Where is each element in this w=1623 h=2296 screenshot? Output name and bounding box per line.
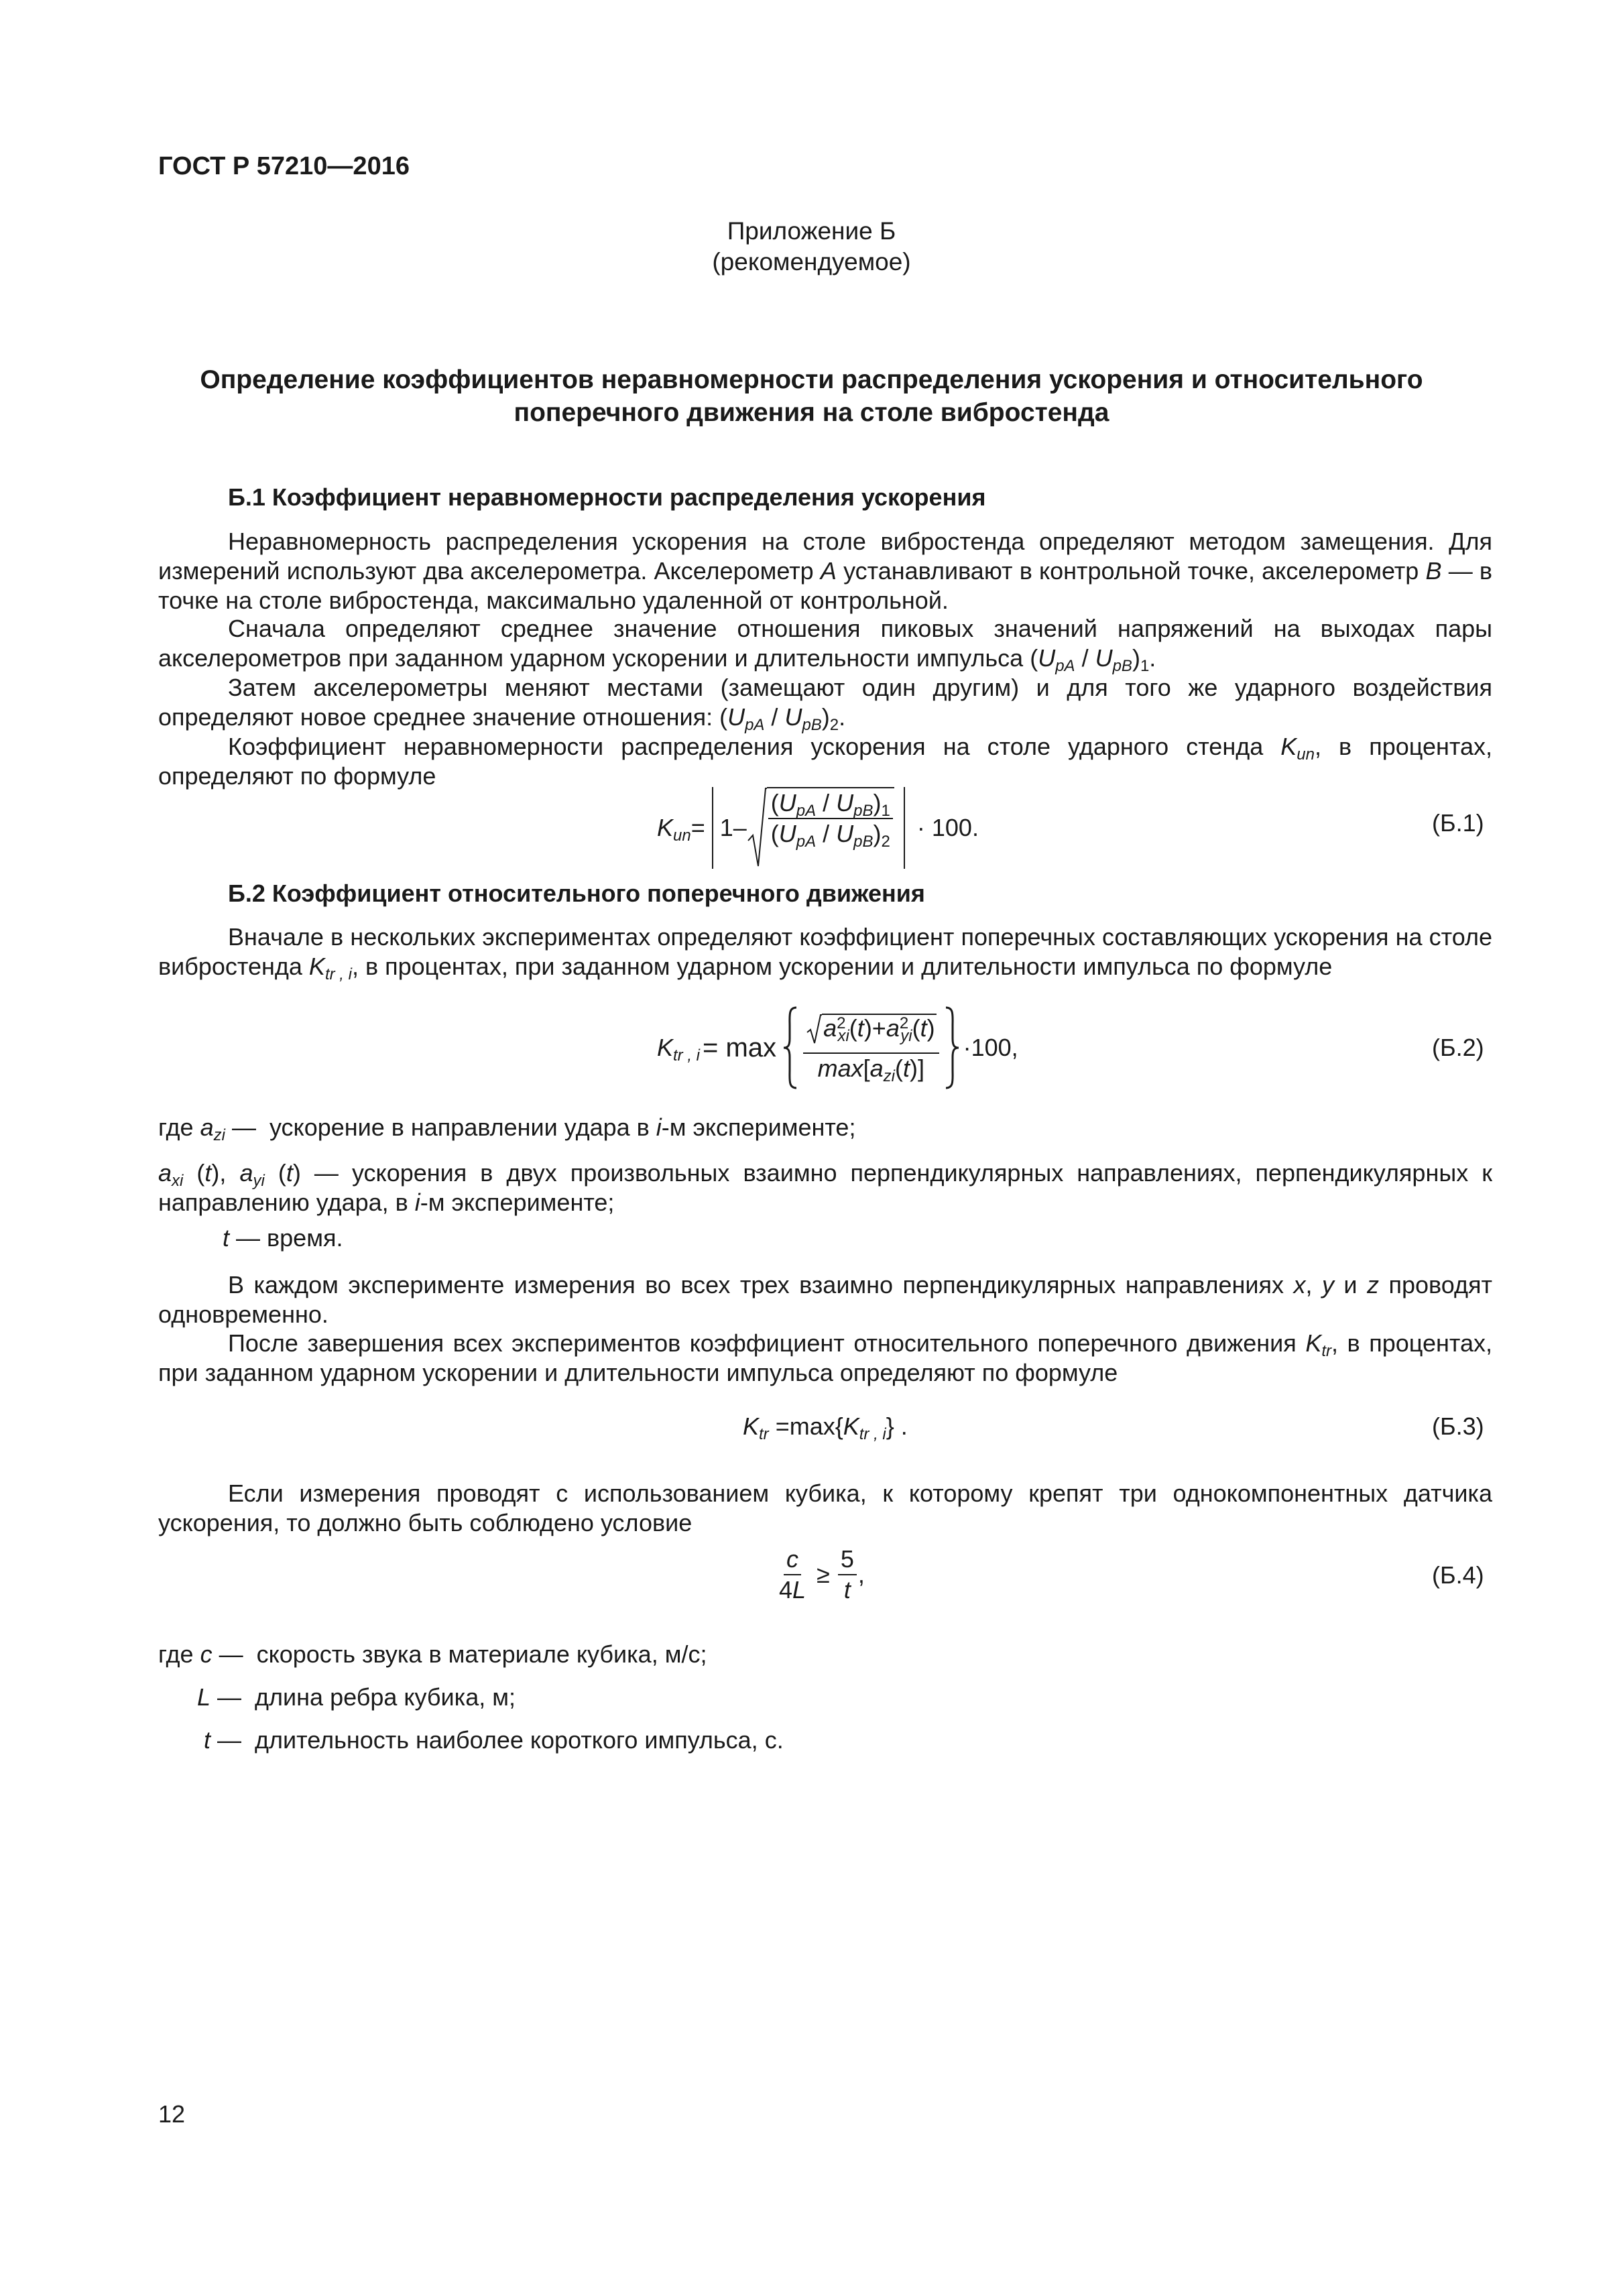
formula-b4-number: (Б.4)	[1432, 1561, 1484, 1589]
section-b1-paragraph-3: Затем акселерометры меняют местами (замещают один другим) и для того же ударного воздействия определяют новое среднее значение отношения: $(U_{pA} / U_{pB})_2$.	[158, 674, 1492, 734]
formula-b1: $K_{un}=$ 1– $\frac{(U_{pA} / U_{pB})_1}{(U_{pA} / U_{pB})_2}$ · 100.	[657, 784, 979, 871]
appendix-status: (рекомендуемое)	[712, 248, 911, 276]
formula-b3: $K_{tr} =\max\{K_{tr , i}\}$ .	[743, 1412, 908, 1443]
section-b1-paragraph-4: Коэффициент неравномерности распределения ускорения на столе ударного стенда $K_{un}$, в процентах, определяют по формуле	[158, 733, 1492, 790]
formula-b3-number: (Б.3)	[1432, 1412, 1484, 1440]
where-axi-ayi: $a_{xi}$ (t), $a_{yi}$ (t) — ускорения в двух произвольных взаимно перпендикулярных направлениях, перпендикулярных к направлению удара, в i-м эксперименте;	[158, 1159, 1492, 1216]
appendix-heading-line2: поперечного движения на столе вибростенда	[514, 398, 1109, 427]
formula-b2-number: (Б.2)	[1432, 1034, 1484, 1061]
formula-b1-number: (Б.1)	[1432, 809, 1484, 837]
section-b1-title: Б.1 Коэффициент неравномерности распределения ускорения	[228, 483, 986, 511]
formula-b2: $K_{tr , i}$ = max $\frac{a^2_{xi}(t)+a^2_{yi}(t)}{\max[a_{zi}(t)]}$ ·100,	[657, 1006, 1018, 1090]
document-code: ГОСТ Р 57210—2016	[158, 152, 410, 180]
appendix-title: Приложение Б	[727, 217, 896, 245]
section-b1-paragraph-1: Неравномерность распределения ускорения на столе вибростенда определяют методом замещения. Для измерений используют два акселерометра. Акселерометр А устанавливают в контрольной точке, акселерометр В — в точке на столе вибростенда, максимально удаленной от контрольной.	[158, 528, 1492, 614]
where-t-short: t — длительность наиболее короткого импульса, с.	[204, 1726, 784, 1754]
formula-b4: $\frac{c}{4L}$ ≥ $\frac{5}{t}$ ,	[779, 1545, 865, 1604]
appendix-heading-line1: Определение коэффициентов неравномерности распределения ускорения и относительного	[200, 365, 1423, 394]
section-b2-paragraph-1: Вначале в нескольких экспериментах определяют коэффициент поперечных составляющих ускорения на столе вибростенда $K_{tr , i}$, в процентах, при заданном ударном ускорении и длительности импульса по формуле	[158, 923, 1492, 983]
page-number: 12	[158, 2100, 186, 2128]
section-b2-paragraph-4: Если измерения проводят с использованием кубика, к которому крепят три однокомпонентных датчика ускорения, то должно быть соблюдено условие	[158, 1479, 1492, 1536]
section-b2-paragraph-2: В каждом эксперименте измерения во всех трех взаимно перпендикулярных направлениях x, y и z проводят одновременно.	[158, 1271, 1492, 1328]
where-t: t — время.	[223, 1224, 343, 1252]
where-azi: где $a_{zi}$ — ускорение в направлении удара в i-м эксперименте;	[158, 1113, 856, 1144]
section-b2-title: Б.2 Коэффициент относительного поперечного движения	[228, 880, 925, 907]
where-L: L — длина ребра кубика, м;	[197, 1683, 516, 1711]
section-b2-paragraph-3: После завершения всех экспериментов коэффициент относительного поперечного движения $K_{tr}$, в процентах, при заданном ударном ускорении и длительности импульса определяют по формуле	[158, 1329, 1492, 1386]
section-b1-paragraph-2: Сначала определяют среднее значение отношения пиковых значений напряжений на выходах пары акселерометров при заданном ударном ускорении и длительности импульса $(U_{pA} / U_{pB})_1$.	[158, 615, 1492, 675]
where-c: где c — скорость звука в материале кубика, м/с;	[158, 1640, 707, 1668]
